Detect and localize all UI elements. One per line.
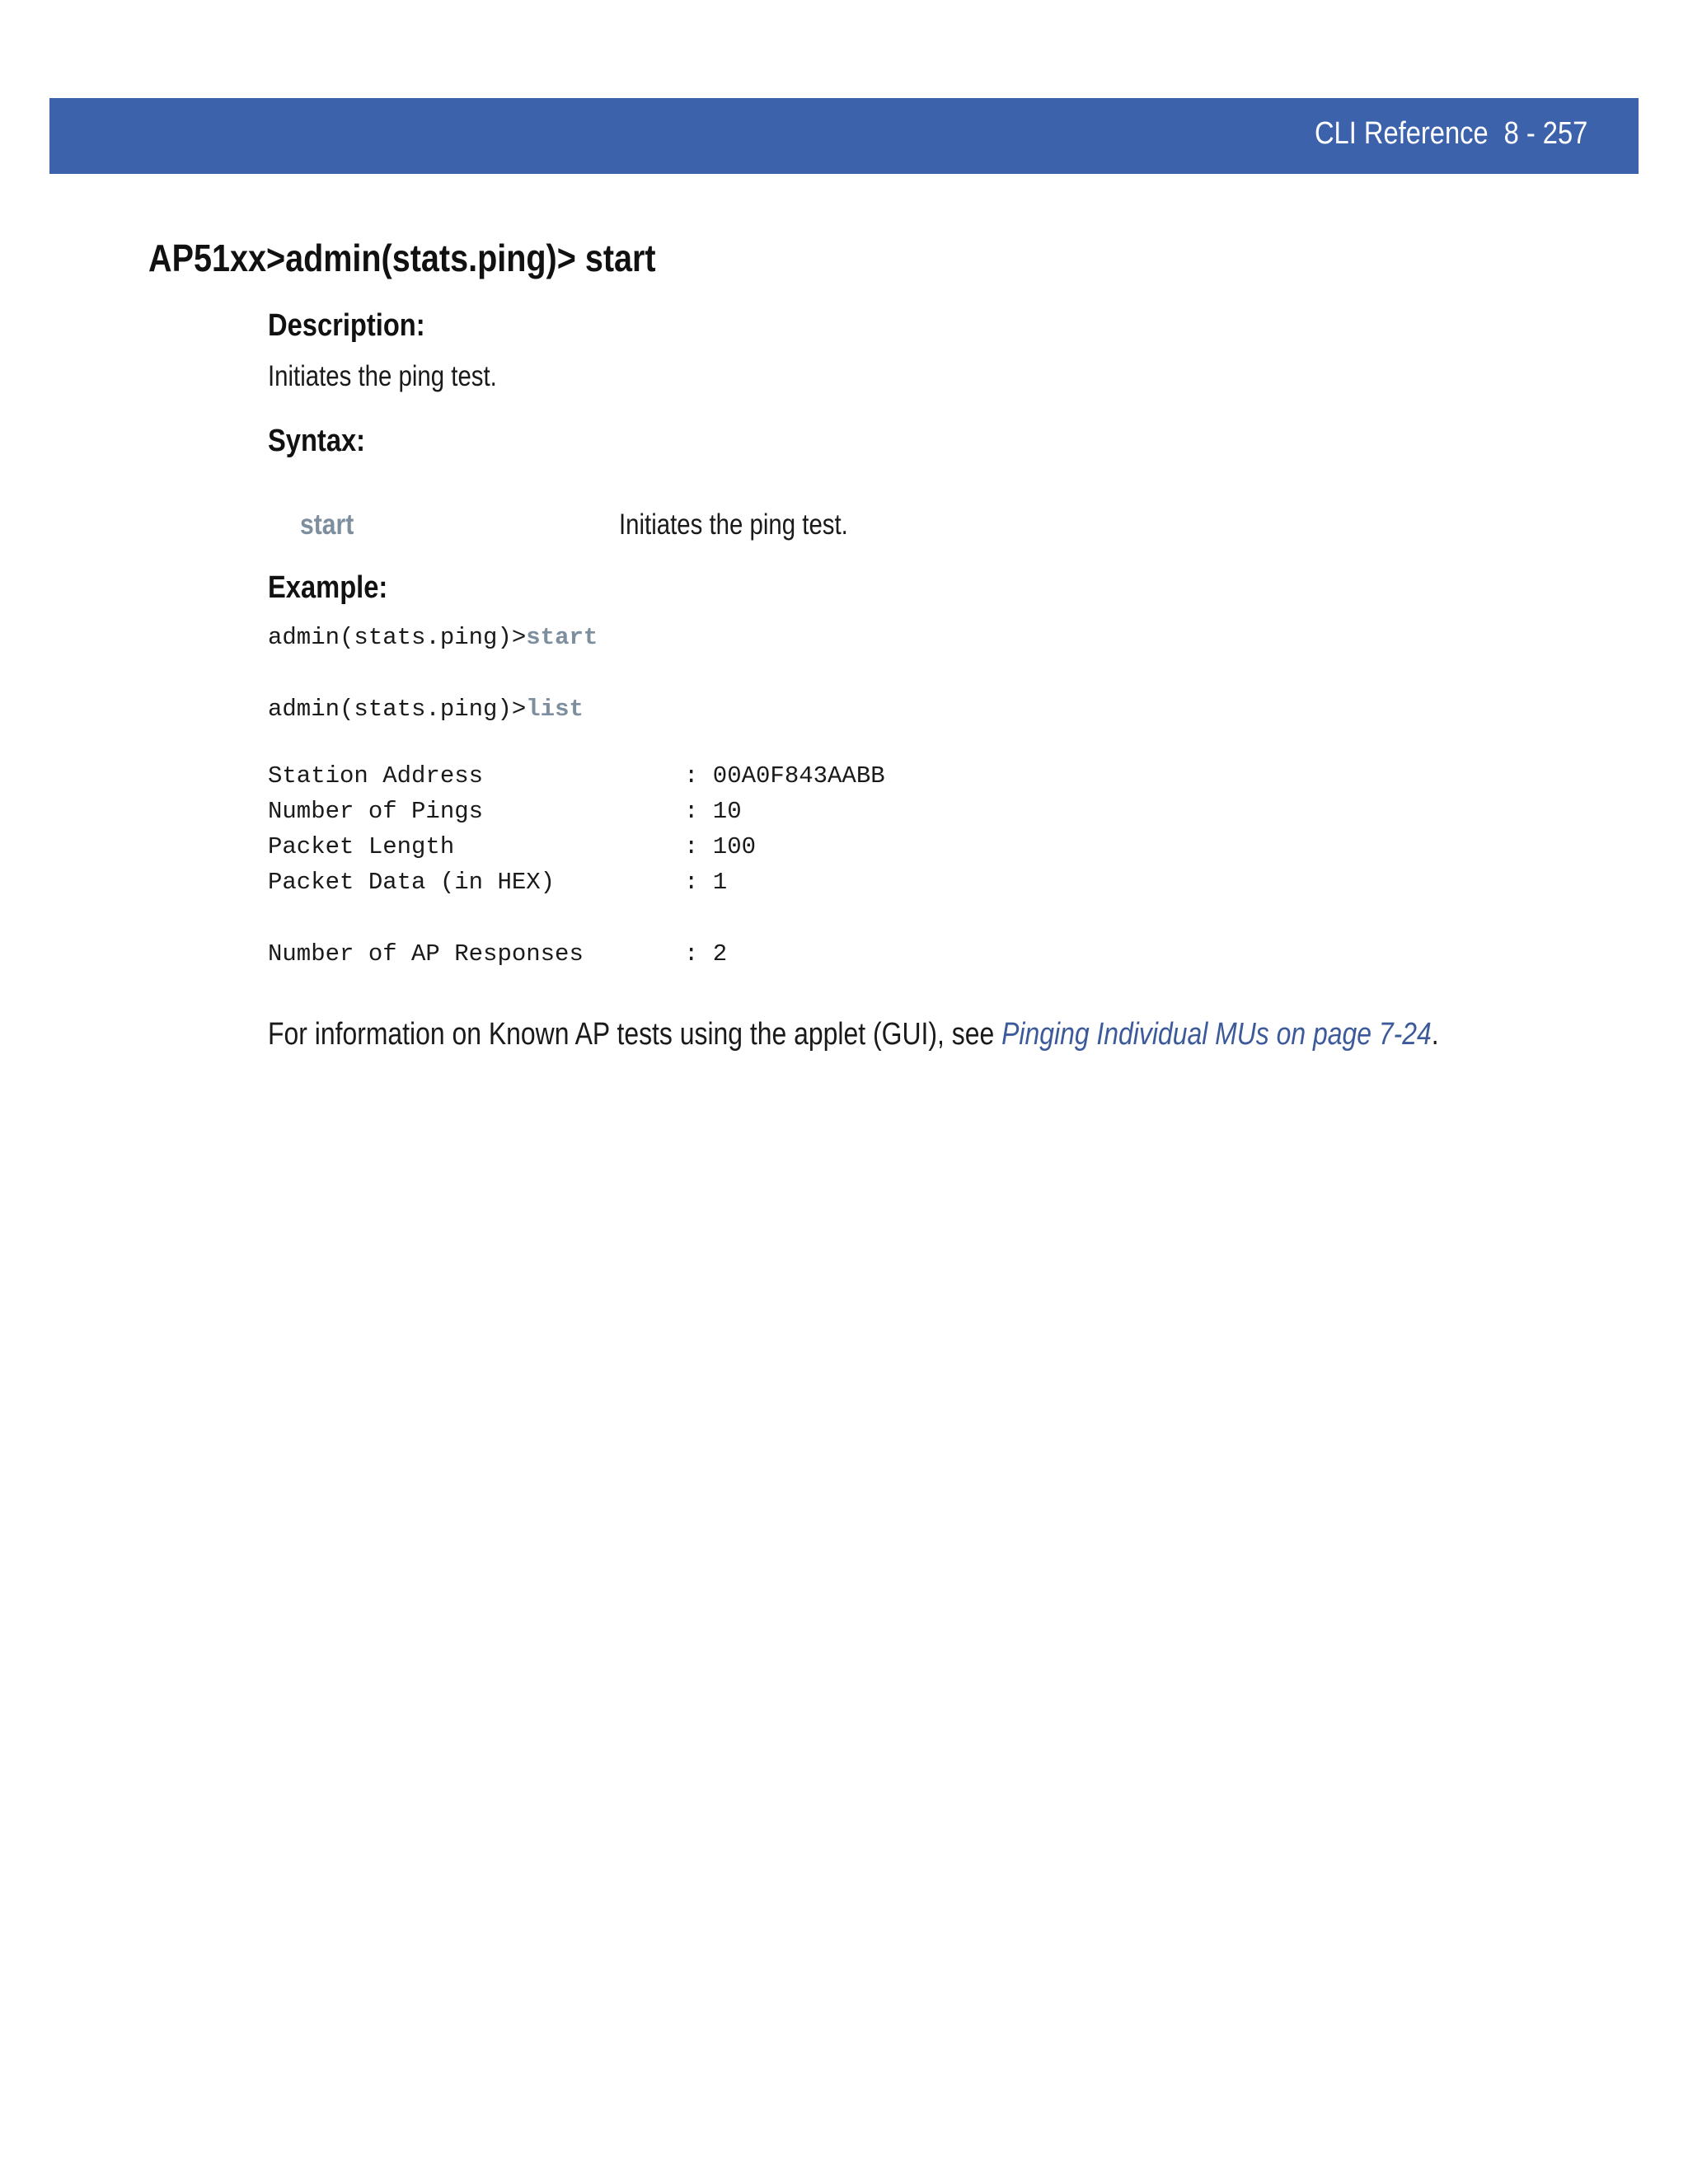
cross-reference-text: For information on Known AP tests using the applet (GUI), see <box>268 1017 1002 1052</box>
output-field-value: : 2 <box>684 940 728 968</box>
command-entered: start <box>526 624 598 651</box>
example-command-line <box>268 696 584 723</box>
example-command-line <box>268 624 598 651</box>
output-field-value: : 1 <box>684 869 728 896</box>
cross-reference-suffix: . <box>1431 1017 1439 1052</box>
syntax-explanation: Initiates the ping test. <box>619 509 848 541</box>
command-prompt: admin(stats.ping)> <box>268 624 527 651</box>
syntax-keyword: start <box>300 509 354 541</box>
output-field-label: Number of Pings <box>268 798 484 825</box>
output-field-label: Packet Data (in HEX) <box>268 869 556 896</box>
example-heading: Example: <box>268 570 388 605</box>
output-field-label: Number of AP Responses <box>268 940 584 968</box>
header-section-title: CLI Reference <box>1314 116 1489 151</box>
description-heading: Description: <box>268 308 425 343</box>
command-entered: list <box>526 696 584 723</box>
page-header-bar <box>49 98 1639 174</box>
output-field-label: Station Address <box>268 762 484 790</box>
output-field-label: Packet Length <box>268 833 455 860</box>
output-field-value: : 00A0F843AABB <box>684 762 885 790</box>
command-title: AP51xx>admin(stats.ping)> start <box>148 237 656 279</box>
command-prompt: admin(stats.ping)> <box>268 696 527 723</box>
running-header <box>1315 116 1587 152</box>
cross-reference-paragraph <box>268 1017 1439 1052</box>
header-page-number: 8 - 257 <box>1503 116 1587 151</box>
output-field-value: : 10 <box>684 798 742 825</box>
description-text: Initiates the ping test. <box>268 360 497 392</box>
cross-reference-link[interactable]: Pinging Individual MUs on page 7-24 <box>1001 1017 1432 1052</box>
output-field-value: : 100 <box>684 833 757 860</box>
syntax-heading: Syntax: <box>268 424 366 458</box>
